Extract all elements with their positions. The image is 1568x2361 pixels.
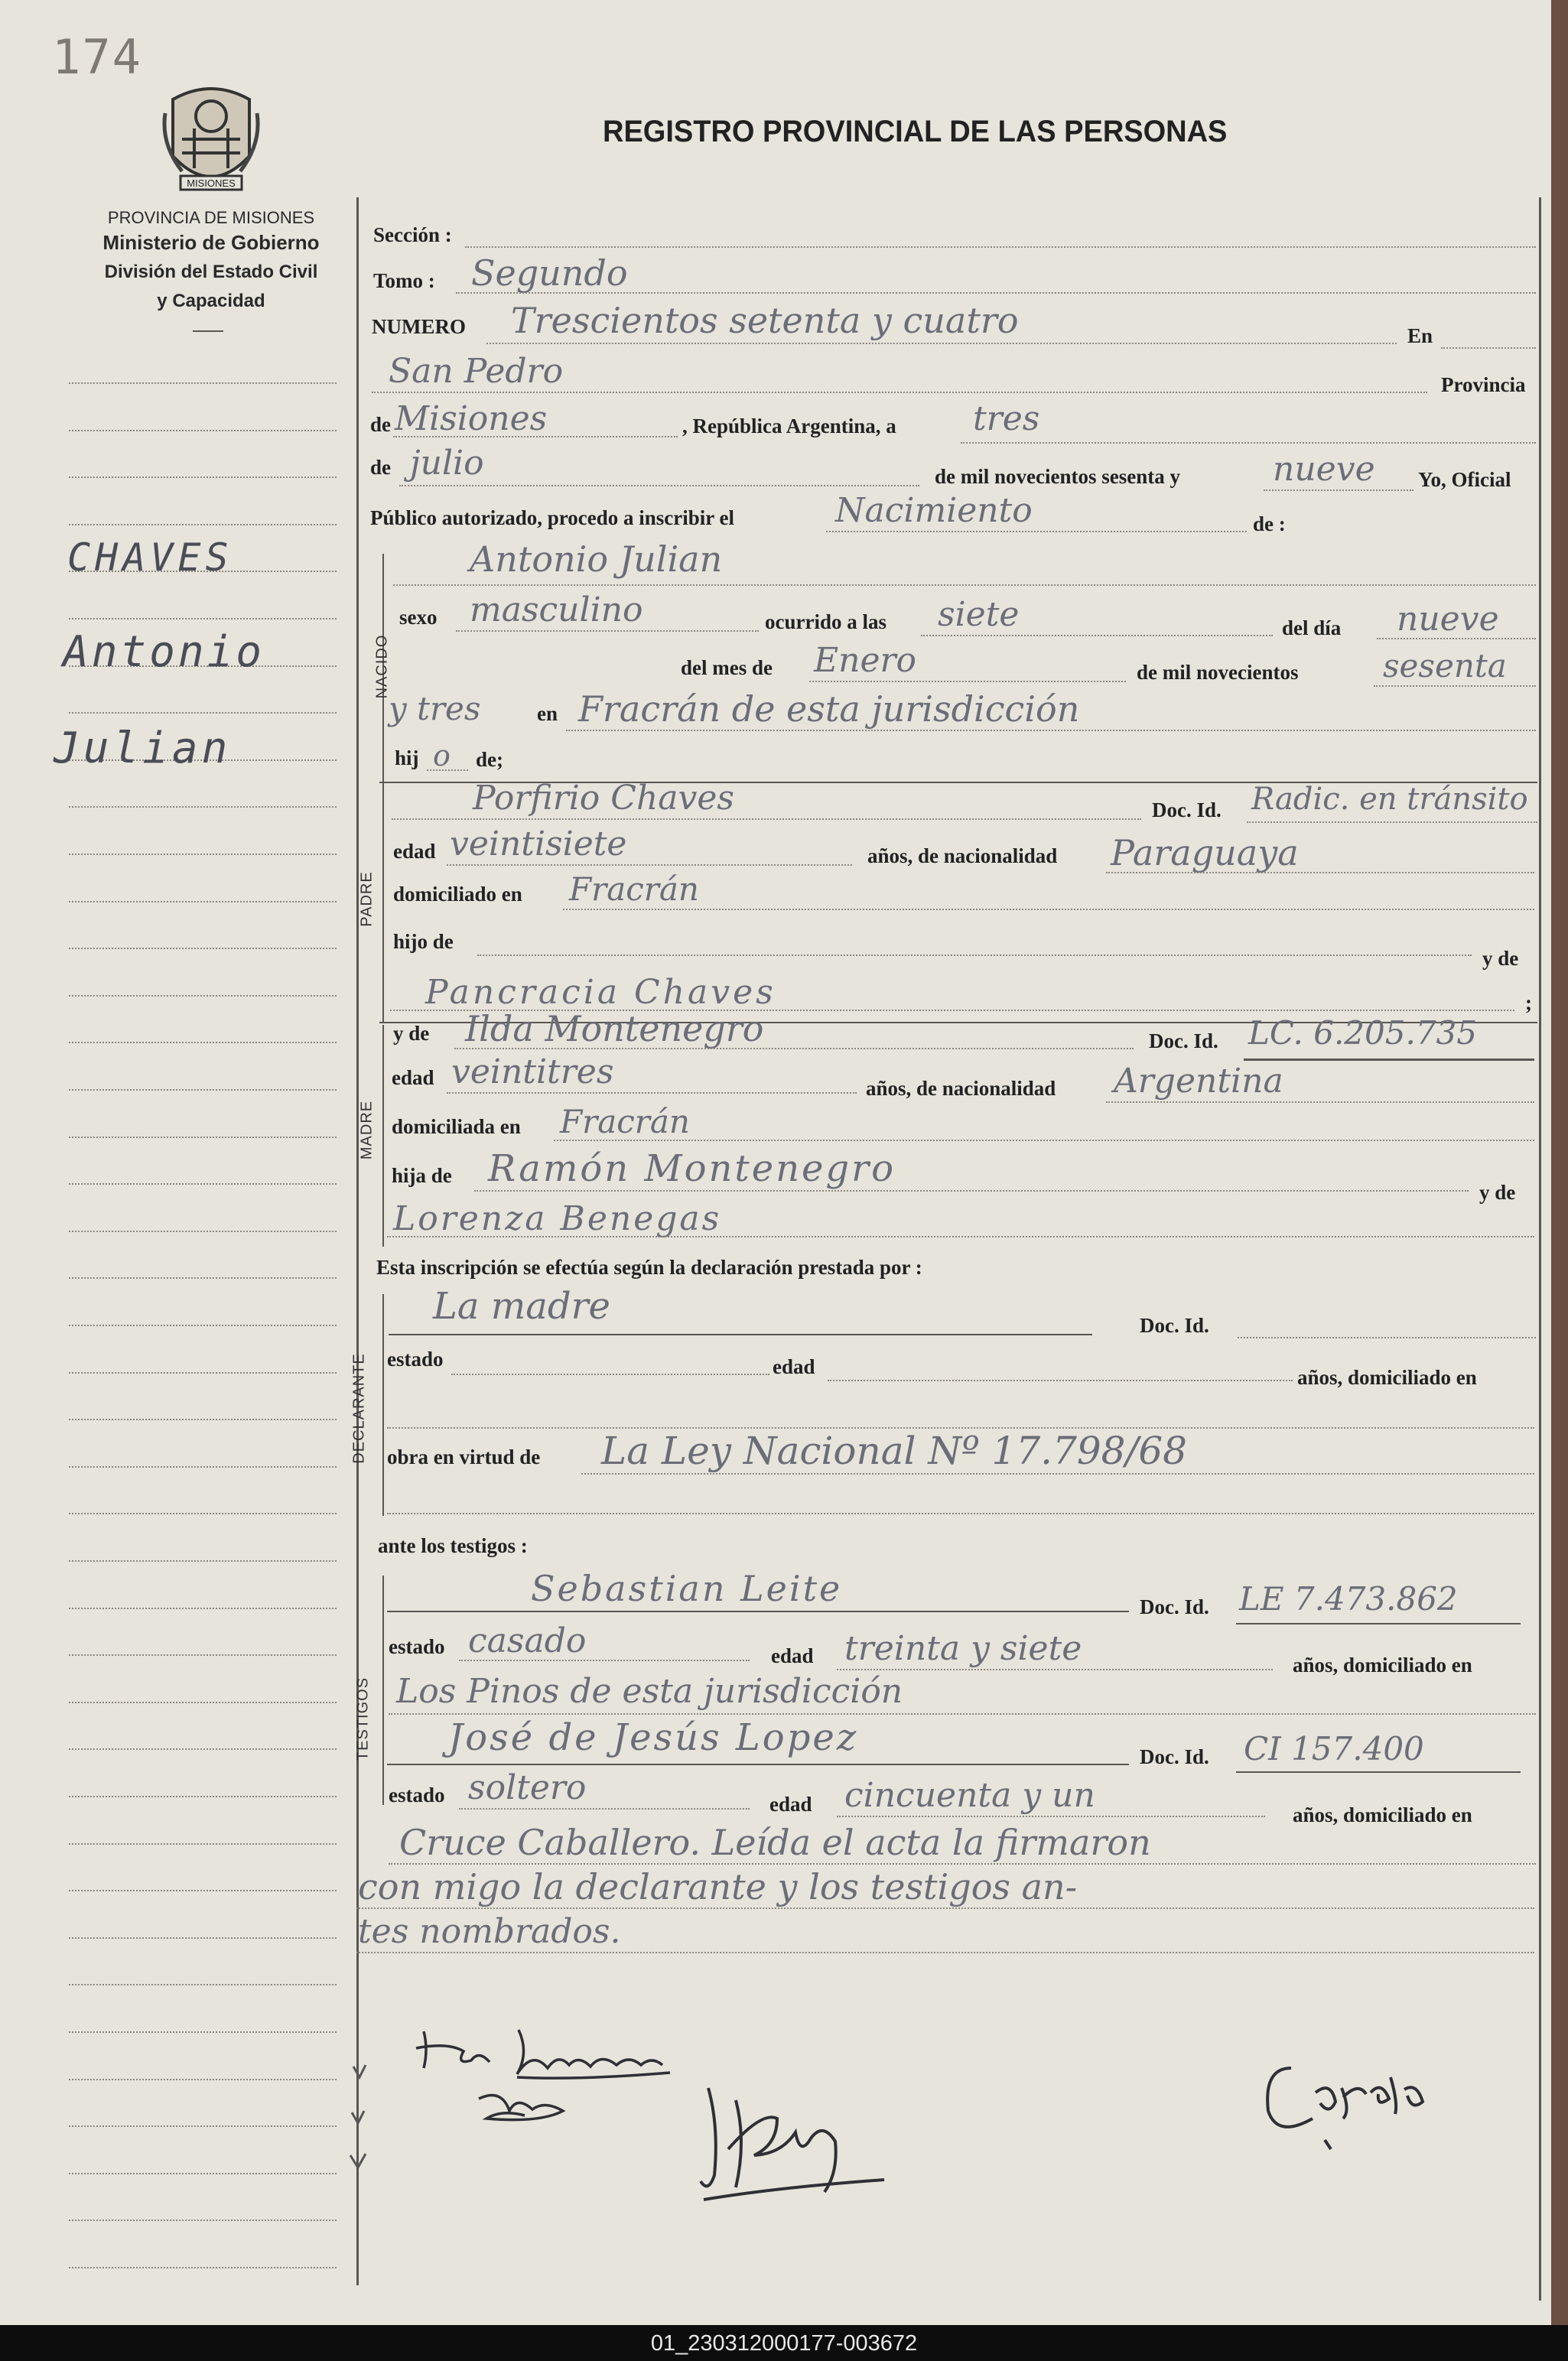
de-label: de [370, 413, 391, 436]
de3-label: de : [1253, 512, 1286, 535]
madre-madre-line [387, 1236, 1534, 1237]
lugar-en-label: en [537, 702, 558, 725]
de2-label: de [370, 456, 391, 479]
padre-dom-value: Fracrán [569, 870, 699, 908]
declarante-name-value: La madre [433, 1285, 610, 1328]
testigo2-estado-line [459, 1808, 750, 1810]
madre-padre-line [474, 1190, 1469, 1192]
margin-rule-line [69, 2031, 337, 2033]
testigo2-name-line [387, 1764, 1129, 1765]
madre-edad-label: edad [392, 1066, 434, 1089]
padre-dom-label: domiciliado en [393, 883, 522, 906]
testigo1-dom-line [389, 1713, 1536, 1715]
sexo-label: sexo [399, 606, 438, 629]
madre-name-line [454, 1048, 1134, 1049]
obra-line-2 [387, 1513, 1534, 1514]
declarante-estado-label: estado [387, 1348, 444, 1371]
org-line-province: PROVINCIA DE MISIONES [107, 208, 315, 227]
testigo1-name-line [387, 1611, 1129, 1612]
padre-semicolon: ; [1525, 991, 1532, 1014]
dia-value: nueve [1397, 600, 1499, 639]
hora-line [921, 635, 1273, 636]
tomo-label: Tomo : [373, 269, 435, 292]
madre-doc-label: Doc. Id. [1149, 1029, 1218, 1052]
org-line-division: División del Estado Civil [104, 262, 318, 282]
margin-rule-line [69, 1183, 337, 1185]
madre-dom-value: Fracrán [560, 1103, 690, 1140]
testigo2-dom-value: Cruce Caballero. Leída el acta la firmaron [399, 1822, 1151, 1863]
tomo-line [456, 292, 1536, 294]
act-value: Nacimiento [835, 491, 1033, 530]
act-line [826, 531, 1247, 532]
padre-doc-line [1247, 821, 1537, 823]
signature-ilda-montenegro-icon [416, 2030, 670, 2078]
padre-padre-line [477, 954, 1472, 956]
margin-rule-line [69, 476, 337, 478]
year-value: nueve [1273, 450, 1375, 489]
hora-value: siete [938, 595, 1020, 634]
margin-rule-line [69, 1325, 337, 1326]
place-line [372, 392, 1427, 393]
sexo-value: masculino [470, 590, 643, 629]
margin-rule-line [69, 524, 337, 525]
dia-line [1377, 638, 1536, 639]
declarante-doc-line [1238, 1337, 1536, 1338]
madre-madre-value: Lorenza Benegas [393, 1199, 722, 1238]
padre-doc-value: Radic. en tránsito [1251, 782, 1528, 817]
margin-rule-line [69, 1466, 337, 1468]
hijo-suffix: o [433, 739, 451, 772]
padre-madre-value: Pancracia Chaves [425, 973, 776, 1012]
padre-edad-label: edad [393, 840, 436, 863]
republica-label: , República Argentina, a [682, 415, 896, 437]
margin-rule-line [69, 806, 337, 808]
padre-name-value: Porfirio Chaves [473, 779, 734, 818]
declarante-edad-line [828, 1380, 1293, 1381]
declarante-name-line [389, 1334, 1092, 1335]
margin-rule-line [69, 1702, 337, 1703]
padre-hijo-label: hijo de [393, 930, 454, 953]
declarante-estado-line [451, 1374, 769, 1375]
signatures [349, 2004, 1496, 2233]
place-value: San Pedro [389, 352, 564, 391]
margin-rule-line [69, 1608, 337, 1609]
madre-edad-value: veintitres [451, 1052, 614, 1091]
padre-section-label: PADRE [358, 871, 376, 927]
padre-doc-label: Doc. Id. [1152, 798, 1222, 821]
margin-rule-line [69, 1089, 337, 1091]
provincial-emblem-icon [159, 83, 263, 199]
madre-bracket [382, 1025, 384, 1247]
testigo1-dom-label: años, domiciliado en [1293, 1654, 1472, 1676]
margin-surname: CHAVES [67, 535, 233, 580]
margin-rule-line [69, 1560, 337, 1562]
testigo1-estado-line [459, 1660, 750, 1661]
madre-padre-value: Ramón Montenegro [488, 1147, 896, 1190]
nacido-section-label: NACIDO [373, 634, 391, 699]
margin-rule-line [69, 2173, 337, 2174]
testigo2-name: José de Jesús Lopez [448, 1716, 859, 1759]
testigo1-doc-line [1236, 1623, 1521, 1624]
padre-nac-value: Paraguaya [1111, 832, 1299, 873]
margin-rule-line [69, 618, 337, 620]
obra-line [581, 1473, 1534, 1475]
margin-rule-line [69, 1277, 337, 1279]
provincia-label: Provincia [1441, 373, 1526, 396]
sexo-line [456, 630, 759, 632]
declarante-section-label: DECLARANTE [350, 1353, 368, 1464]
testigo2-edad-value: cincuenta y un [844, 1776, 1095, 1815]
mes-label: del mes de [681, 656, 773, 679]
lugar-value: Fracrán de esta jurisdicción [578, 688, 1080, 730]
madre-doc-value: LC. 6.205.735 [1248, 1014, 1477, 1052]
margin-rule-line [69, 430, 337, 431]
padre-edad-line [447, 864, 852, 866]
padre-nac-label: años, de nacionalidad [867, 844, 1058, 867]
testigo2-dom-label: años, domiciliado en [1293, 1803, 1472, 1826]
provincia-line [393, 436, 678, 437]
oficial-label: Yo, Oficial [1418, 468, 1511, 491]
madre-name-value: Ilda Montenegro [465, 1008, 764, 1049]
declarante-doc-label: Doc. Id. [1140, 1314, 1209, 1337]
testigo2-dom-line [389, 1863, 1536, 1865]
madre-hija-label: hija de [392, 1164, 452, 1187]
declarante-bracket [382, 1294, 384, 1516]
padre-bracket [382, 792, 384, 1022]
closing-line-1-rule [356, 1907, 1534, 1909]
testigo1-estado-value: casado [468, 1621, 587, 1660]
closing-line-1: con migo la declarante y los testigos an- [358, 1866, 1078, 1907]
testigo2-doc-line [1236, 1771, 1521, 1773]
obra-label: obra en virtud de [387, 1446, 541, 1468]
margin-rule-line [69, 1042, 337, 1043]
obra-value: La Ley Nacional Nº 17.798/68 [601, 1429, 1187, 1473]
margin-second-name: Julian [54, 724, 232, 773]
month-line [399, 485, 919, 486]
padre-dom-line [563, 909, 1534, 910]
signature-checkmarks [350, 2065, 366, 2168]
margin-rule-line [69, 1372, 337, 1374]
testigos-bracket [382, 1576, 384, 1805]
margin-rule-line [69, 2125, 337, 2127]
day-line [961, 442, 1536, 444]
en-label: En [1407, 324, 1433, 347]
padre-nac-line [1106, 872, 1534, 873]
nacido-name-value: Antonio Julian [470, 538, 723, 580]
padre-yde-label: y de [1482, 947, 1519, 970]
column-divider [356, 197, 359, 2285]
declarante-intro: Esta inscripción se efectúa según la declaración prestada por : [376, 1256, 922, 1279]
margin-rule-line [69, 1796, 337, 1797]
testigo1-doc-label: Doc. Id. [1140, 1595, 1209, 1618]
anio-line [1374, 685, 1536, 687]
testigo1-doc-value: LE 7.473.862 [1239, 1580, 1458, 1618]
day-value: tres [973, 399, 1040, 438]
mes-line [809, 681, 1126, 682]
org-line-ministry: Ministerio de Gobierno [102, 231, 320, 254]
right-border [1539, 197, 1541, 2301]
madre-nac-line [1106, 1101, 1534, 1103]
margin-rule-line [69, 854, 337, 855]
org-underline [193, 330, 223, 332]
margin-rule-line [69, 901, 337, 902]
hijo-de-label: de; [476, 748, 503, 771]
testigos-section-label: TESTIGOS [354, 1676, 372, 1761]
nacido-name-line [393, 584, 1536, 586]
margin-rule-line [69, 1513, 337, 1514]
year-label: de mil novecientos sesenta y [935, 465, 1180, 488]
margin-rule-line [69, 1419, 337, 1420]
testigo1-name: Sebastian Leite [531, 1568, 843, 1609]
seccion-line [465, 246, 1536, 248]
margin-rule-line [69, 948, 337, 949]
en-line [1441, 347, 1536, 349]
image-caption: 01_230312000177-003672 [650, 2331, 918, 2356]
testigo1-dom-value: Los Pinos de esta jurisdicción [396, 1672, 903, 1711]
margin-rule-line [69, 1937, 337, 1939]
hijo-label: hij [395, 746, 419, 769]
testigo2-estado-label: estado [389, 1784, 445, 1807]
padre-name-line [392, 818, 1141, 820]
margin-rule-line [69, 1843, 337, 1845]
testigo1-estado-label: estado [389, 1635, 445, 1658]
numero-line [486, 343, 1397, 344]
testigo2-edad-label: edad [769, 1793, 812, 1816]
testigo2-doc-value: CI 157.400 [1244, 1730, 1424, 1767]
signature-leite-icon [479, 2096, 563, 2120]
madre-yde-label: y de [393, 1022, 430, 1045]
declarante-dom-label: años, domiciliado en [1297, 1366, 1477, 1389]
testigo1-edad-value: treinta y siete [844, 1629, 1082, 1668]
publico-label: Público autorizado, procedo a inscribir el [370, 506, 734, 529]
form-title: REGISTRO PROVINCIAL DE LAS PERSONAS [603, 115, 1228, 148]
margin-rule-line [69, 1890, 337, 1891]
margin-rule-line [69, 1231, 337, 1232]
signature-j-lopez-icon [701, 2088, 884, 2200]
margin-rule-line [69, 2079, 337, 2080]
margin-rule-line [69, 1654, 337, 1656]
ocurrido-label: ocurrido a las [765, 610, 886, 633]
numero-value: Trescientos setenta y cuatro [511, 300, 1019, 341]
testigos-intro: ante los testigos : [378, 1534, 528, 1557]
page-number: 174 [52, 29, 142, 85]
testigo1-edad-label: edad [771, 1644, 814, 1667]
lugar-line [566, 730, 1536, 731]
madre-section-label: MADRE [358, 1100, 376, 1160]
dia-label: del día [1282, 616, 1342, 639]
madre-dom-label: domiciliada en [392, 1115, 521, 1138]
numero-label: NUMERO [372, 315, 466, 338]
madre-yde2-label: y de [1479, 1181, 1516, 1204]
closing-line-2: tes nombrados. [358, 1912, 621, 1951]
madre-dom-line [554, 1140, 1534, 1141]
closing-line-2-rule [356, 1952, 1534, 1953]
seccion-label: Sección : [373, 223, 452, 246]
margin-rule-line [69, 995, 337, 997]
signature-cordero-icon [1267, 2068, 1423, 2149]
testigo2-doc-label: Doc. Id. [1140, 1745, 1209, 1768]
tomo-value: Segundo [471, 252, 628, 294]
binder-edge [1551, 0, 1568, 2325]
padre-edad-value: veintisiete [450, 824, 627, 863]
anio-value: sesenta [1383, 647, 1507, 685]
emblem-text: MISIONES [187, 177, 236, 189]
margin-rule-line [69, 712, 337, 714]
testigo1-edad-line [837, 1669, 1273, 1670]
mes-value: Enero [814, 641, 917, 680]
anio-value-2: y tres [389, 690, 481, 727]
mil-label: de mil novecientos [1137, 661, 1299, 684]
testigo2-edad-line [837, 1816, 1265, 1817]
year-line [1264, 489, 1413, 491]
margin-first-name: Antonio [63, 627, 265, 677]
madre-doc-line [1244, 1059, 1534, 1061]
image-caption-bar [0, 2325, 1568, 2361]
madre-nac-value: Argentina [1114, 1062, 1283, 1101]
provincia-value: Misiones [395, 399, 548, 438]
margin-rule-line [69, 382, 337, 384]
madre-nac-label: años, de nacionalidad [866, 1077, 1056, 1100]
margin-rule-line [69, 2267, 337, 2268]
org-line-capacidad: y Capacidad [157, 291, 265, 311]
declarante-edad-label: edad [773, 1355, 815, 1378]
hijo-line [427, 769, 468, 771]
margin-rule-line [69, 1137, 337, 1138]
month-value: julio [410, 444, 484, 483]
margin-rule-line [69, 1748, 337, 1750]
testigo2-estado-value: soltero [468, 1768, 587, 1807]
margin-rule-line [69, 1984, 337, 1985]
madre-edad-line [447, 1092, 857, 1094]
margin-rule-line [69, 2220, 337, 2221]
